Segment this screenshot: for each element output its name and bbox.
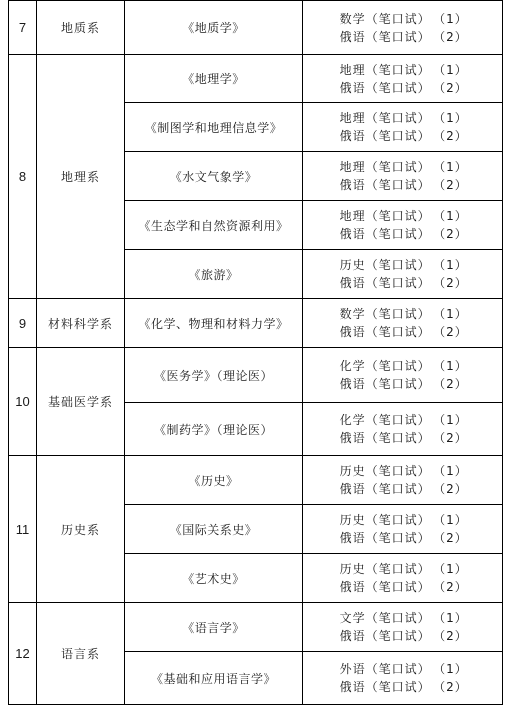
exam-subjects	[303, 1, 503, 55]
program-name: 《化学、物理和材料力学》	[125, 299, 303, 348]
exam-order: （1）	[433, 111, 468, 125]
exam-line	[303, 627, 502, 645]
exam-order: （1）	[433, 464, 468, 478]
exam-subject: 数学（笔口试）	[339, 11, 431, 26]
program-name: 《医务学》（理论医）	[125, 348, 303, 403]
exam-line	[303, 480, 502, 498]
exam-line	[303, 256, 502, 274]
exam-subject: 俄语（笔口试）	[339, 276, 431, 290]
exam-order: （1）	[433, 11, 468, 26]
exam-line	[303, 660, 502, 678]
exam-order: （2）	[433, 482, 468, 496]
exam-line	[303, 225, 502, 243]
program-name: 《水文气象学》	[125, 152, 303, 201]
exam-line	[303, 578, 502, 596]
program-name: 《国际关系史》	[125, 505, 303, 554]
exam-order: （2）	[433, 531, 468, 545]
exam-order: （2）	[433, 377, 468, 391]
exam-order: （2）	[433, 680, 468, 694]
exam-subject: 俄语（笔口试）	[339, 377, 431, 391]
exam-line	[303, 323, 502, 341]
exam-order: （2）	[433, 325, 468, 339]
exam-order: （1）	[433, 359, 468, 373]
exam-line	[303, 357, 502, 375]
program-name: 《生态学和自然资源利用》	[125, 201, 303, 250]
exam-order: （2）	[433, 80, 468, 95]
majors-table	[8, 0, 503, 705]
exam-line	[303, 678, 502, 696]
exam-subject: 俄语（笔口试）	[339, 178, 431, 192]
exam-order: （1）	[433, 258, 468, 272]
row-number: 10	[9, 348, 37, 456]
exam-subjects	[303, 201, 503, 250]
exam-line	[303, 10, 502, 28]
exam-line	[303, 305, 502, 323]
row-number: 8	[9, 55, 37, 299]
exam-line	[303, 109, 502, 127]
program-name: 《历史》	[125, 456, 303, 505]
program-name: 《地质学》	[125, 1, 303, 55]
exam-line	[303, 79, 502, 97]
exam-subject: 俄语（笔口试）	[339, 431, 431, 445]
exam-line	[303, 176, 502, 194]
exam-subject: 历史（笔口试）	[339, 258, 431, 272]
exam-subject: 历史（笔口试）	[339, 513, 431, 527]
exam-line	[303, 429, 502, 447]
exam-line	[303, 609, 502, 627]
exam-subject: 历史（笔口试）	[339, 464, 431, 478]
exam-order: （2）	[433, 227, 468, 241]
exam-subject: 俄语（笔口试）	[339, 80, 431, 95]
exam-subjects	[303, 103, 503, 152]
table-row	[9, 456, 503, 505]
row-number: 11	[9, 456, 37, 603]
department-name: 材料科学系	[37, 299, 125, 348]
table-row	[9, 348, 503, 403]
exam-subject: 地理（笔口试）	[339, 209, 431, 223]
department-name: 基础医学系	[37, 348, 125, 456]
exam-subject: 地理（笔口试）	[339, 160, 431, 174]
program-name: 《基础和应用语言学》	[125, 652, 303, 705]
exam-order: （2）	[433, 431, 468, 445]
exam-line	[303, 511, 502, 529]
exam-subjects	[303, 55, 503, 103]
program-name: 《制药学》（理论医）	[125, 403, 303, 456]
exam-subjects	[303, 554, 503, 603]
exam-subjects	[303, 250, 503, 299]
program-name: 《旅游》	[125, 250, 303, 299]
exam-subject: 历史（笔口试）	[339, 562, 431, 576]
exam-subject: 地理（笔口试）	[339, 111, 431, 125]
exam-subjects	[303, 652, 503, 705]
table-row	[9, 55, 503, 103]
exam-subject: 俄语（笔口试）	[339, 680, 431, 694]
exam-subject: 俄语（笔口试）	[339, 129, 431, 143]
exam-subject: 俄语（笔口试）	[339, 482, 431, 496]
exam-line	[303, 274, 502, 292]
exam-order: （1）	[433, 413, 468, 427]
exam-subject: 俄语（笔口试）	[339, 531, 431, 545]
department-name: 地理系	[37, 55, 125, 299]
table-row	[9, 603, 503, 652]
exam-line	[303, 529, 502, 547]
exam-line	[303, 28, 502, 46]
exam-subjects	[303, 403, 503, 456]
exam-line	[303, 375, 502, 393]
program-name: 《制图学和地理信息学》	[125, 103, 303, 152]
exam-order: （1）	[433, 662, 468, 676]
table-row	[9, 299, 503, 348]
exam-line	[303, 158, 502, 176]
exam-order: （2）	[433, 629, 468, 643]
exam-subjects	[303, 505, 503, 554]
exam-subjects	[303, 152, 503, 201]
exam-subject: 数学（笔口试）	[339, 307, 431, 321]
row-number: 7	[9, 1, 37, 55]
department-name: 历史系	[37, 456, 125, 603]
exam-order: （1）	[433, 611, 468, 625]
exam-order: （1）	[433, 513, 468, 527]
exam-subject: 俄语（笔口试）	[339, 629, 431, 643]
program-name: 《语言学》	[125, 603, 303, 652]
exam-order: （1）	[433, 209, 468, 223]
department-name: 语言系	[37, 603, 125, 705]
exam-subject: 化学（笔口试）	[339, 413, 431, 427]
exam-line	[303, 462, 502, 480]
department-name: 地质系	[37, 1, 125, 55]
exam-line	[303, 127, 502, 145]
exam-subject: 外语（笔口试）	[339, 662, 431, 676]
majors-table-body	[9, 1, 503, 705]
exam-order: （2）	[433, 178, 468, 192]
exam-order: （1）	[433, 62, 468, 77]
exam-subjects	[303, 456, 503, 505]
exam-subject: 文学（笔口试）	[339, 611, 431, 625]
exam-order: （1）	[433, 160, 468, 174]
exam-line	[303, 61, 502, 79]
program-name: 《艺术史》	[125, 554, 303, 603]
exam-subjects	[303, 348, 503, 403]
exam-subject: 俄语（笔口试）	[339, 580, 431, 594]
table-row	[9, 1, 503, 55]
exam-order: （1）	[433, 307, 468, 321]
row-number: 9	[9, 299, 37, 348]
exam-order: （1）	[433, 562, 468, 576]
exam-order: （2）	[433, 29, 468, 44]
exam-subjects	[303, 603, 503, 652]
exam-subject: 俄语（笔口试）	[339, 29, 431, 44]
exam-order: （2）	[433, 580, 468, 594]
exam-line	[303, 560, 502, 578]
exam-line	[303, 411, 502, 429]
exam-order: （2）	[433, 129, 468, 143]
exam-order: （2）	[433, 276, 468, 290]
row-number: 12	[9, 603, 37, 705]
program-name: 《地理学》	[125, 55, 303, 103]
exam-subject: 俄语（笔口试）	[339, 227, 431, 241]
exam-subjects	[303, 299, 503, 348]
exam-subject: 俄语（笔口试）	[339, 325, 431, 339]
exam-line	[303, 207, 502, 225]
exam-subject: 化学（笔口试）	[339, 359, 431, 373]
exam-subject: 地理（笔口试）	[339, 62, 431, 77]
